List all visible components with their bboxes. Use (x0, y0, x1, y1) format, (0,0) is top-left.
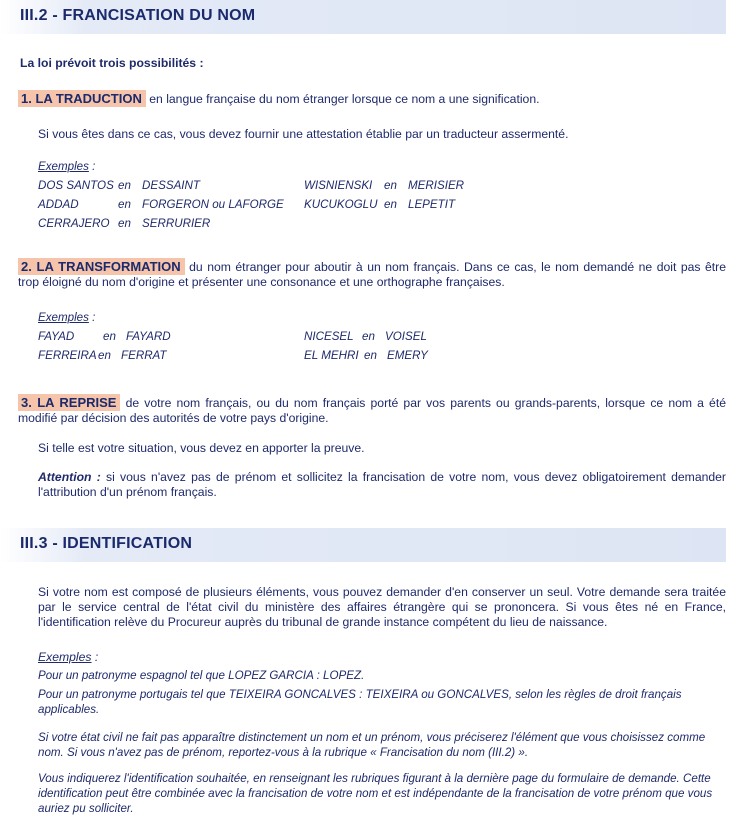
example-en: en (118, 217, 131, 230)
examples-heading: Exemples : (38, 650, 99, 664)
intro-text: La loi prévoit trois possibilités : (20, 56, 204, 70)
section-title: III.3 - IDENTIFICATION (20, 535, 193, 552)
example-from: KUCUKOGLU (304, 198, 378, 211)
example-portuguese: Pour un patronyme portugais tel que TEIXEIRA GONCALVES : TEIXEIRA ou GONCALVES, selon les règles de droit français applicables. (38, 688, 682, 716)
identification-paragraph: Si votre nom est composé de plusieurs éléments, vous pouvez demander d'en conserver un seul. Votre demande sera traitée par le service central de l'état civil du ministère des affaires étrangère qui se prononcera. Si vous êtes né en France, l'identification relève du Procureur auprès du tribunal de grande instance compétent du lieu de naissance. (38, 585, 726, 629)
item-label-traduction: 1. LA TRADUCTION (18, 90, 146, 107)
example-en: en (362, 330, 375, 343)
item-text: en langue française du nom étranger lorsque ce nom a une signification. (145, 92, 540, 106)
example-to: FERRAT (121, 349, 167, 362)
item-reprise (18, 395, 726, 426)
item-transformation (18, 259, 726, 290)
examples-heading: Exemples : (38, 160, 96, 173)
item-text: du nom étranger pour aboutir à un nom français. Dans ce cas, le nom demandé ne doit pas être trop éloigné du nom d'origine et présenter une consonance et une orthographe françaises. (18, 260, 726, 289)
item-label-transformation: 2. LA TRANSFORMATION (18, 258, 185, 275)
example-to: FAYARD (126, 330, 171, 343)
example-spanish: Pour un patronyme espagnol tel que LOPEZ GARCIA : LOPEZ. (38, 669, 365, 682)
section-header-francisation (0, 0, 726, 34)
example-etat-civil: Si votre état civil ne fait pas apparaître distinctement un nom et un prénom, vous préciserez l'élément que vous choisissez comme nom. Si vous n'avez pas de prénom, reportez-vous à la rubrique « Francisation du nom (III.2) ». (38, 731, 706, 759)
example-en: en (118, 198, 131, 211)
example-to: LEPETIT (408, 198, 456, 211)
traduction-note: Si vous êtes dans ce cas, vous devez fournir une attestation établie par un traducteur assermenté. (38, 127, 569, 141)
example-from: DOS SANTOS (38, 179, 114, 192)
attention-note: Attention : si vous n'avez pas de prénom et sollicitez la francisation de votre nom, vous devez obligatoirement demander l'attribution d'un prénom français. (38, 470, 726, 499)
examples-heading: Exemples : (38, 311, 96, 324)
example-to: VOISEL (385, 330, 427, 343)
example-from: FAYAD (38, 330, 75, 343)
example-from: NICESEL (304, 330, 354, 343)
reprise-note: Si telle est votre situation, vous devez en apporter la preuve. (38, 441, 365, 455)
example-en: en (103, 330, 116, 343)
example-from: ADDAD (38, 198, 79, 211)
example-from: CERRAJERO (38, 217, 110, 230)
example-en: en (384, 198, 397, 211)
example-to: EMERY (387, 349, 428, 362)
example-identification: Vous indiquerez l'identification souhaitée, en renseignant les rubriques figurant à la dernière page du formulaire de demande. Cette identification peut être combinée avec la francisation de votre nom et est indépendante de la francisation de votre prénom que vous auriez pu solliciter. (38, 772, 713, 815)
item-text: de votre nom français, ou du nom français porté par vos parents ou grands-parents, lorsque ce nom a été modifié par décision des autorités de votre pays d'origine. (18, 396, 726, 425)
example-from: WISNIENSKI (304, 179, 373, 192)
item-label-reprise: 3. LA REPRISE (18, 394, 120, 411)
item-traduction (18, 91, 726, 107)
example-to: DESSAINT (142, 179, 200, 192)
example-to: SERRURIER (142, 217, 211, 230)
section-title: III.2 - FRANCISATION DU NOM (20, 7, 256, 24)
example-from: EL MEHRI (304, 349, 359, 362)
example-from: FERREIRA (38, 349, 97, 362)
example-to: MERISIER (408, 179, 465, 192)
example-en: en (98, 349, 111, 362)
example-en: en (384, 179, 397, 192)
example-en: en (364, 349, 377, 362)
example-to: FORGERON ou LAFORGE (142, 198, 284, 211)
attention-label: Attention : (38, 470, 101, 484)
section-header-identification (0, 528, 726, 562)
example-en: en (118, 179, 131, 192)
